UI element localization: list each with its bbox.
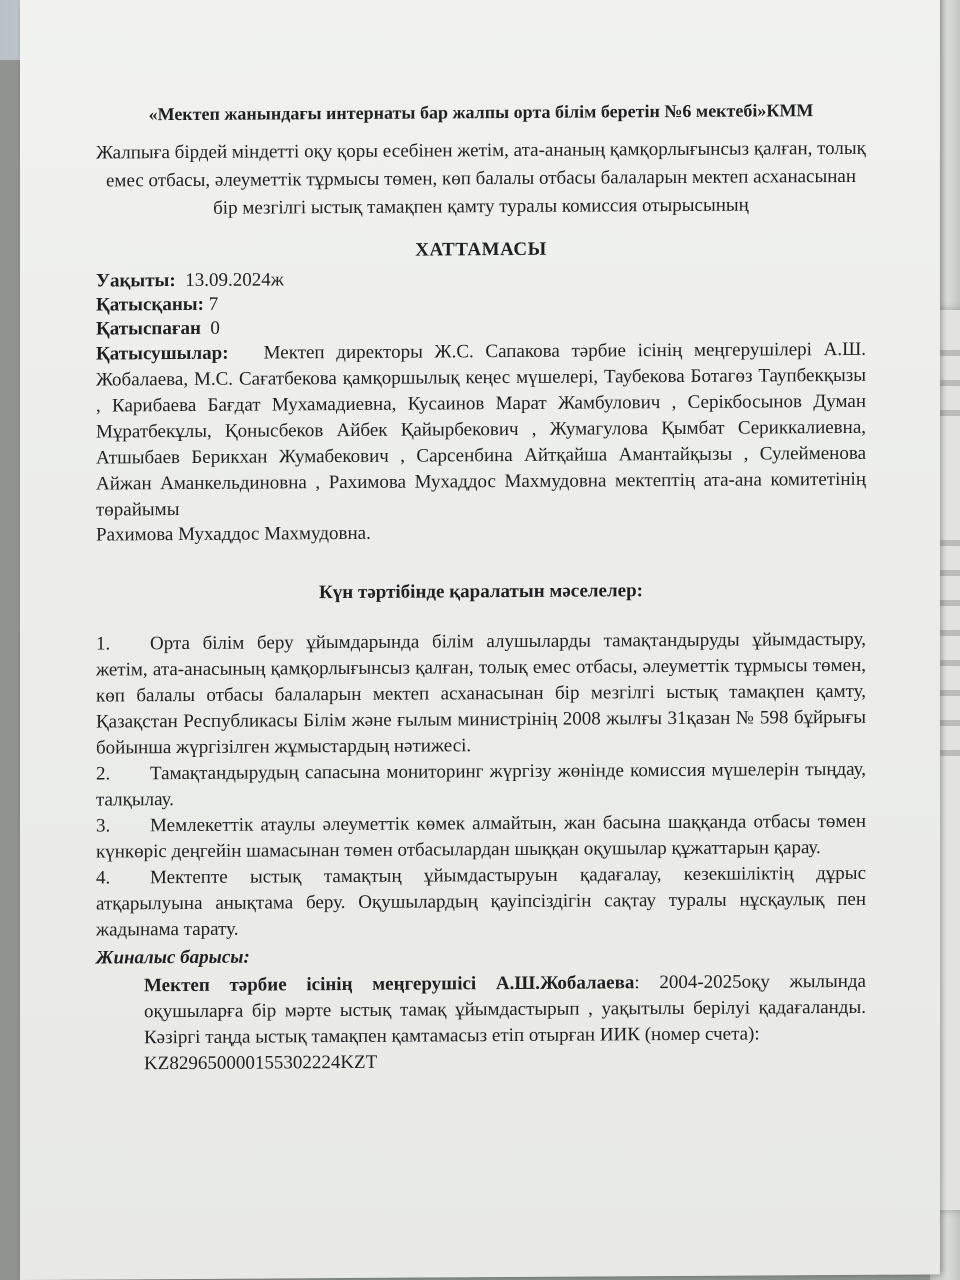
meeting-meta [96, 265, 866, 548]
agenda-list [96, 627, 866, 944]
participants [96, 337, 866, 524]
agenda-item-text: Мемлекеттік атаулы әлеуметтік көмек алмайтын, жан басына шаққанда отбасы төмен күнкөріс деңгейін шамасынан төмен отбасылардан шыққан оқушылар құжаттарын қарау. [96, 810, 866, 863]
page-title: ХАТТАМАСЫ [415, 238, 547, 261]
agenda-item-number: 1. [96, 633, 111, 655]
org-title: «Мектеп жанындағы интернаты бар жалпы орта білім беретін №6 мектебі»КММ [148, 100, 814, 125]
document-page [20, 0, 940, 1280]
document-content [96, 95, 866, 1078]
absent-value: 0 [210, 317, 220, 339]
participants-list: Мектеп директоры Ж.С. Сапакова тәрбие ісінің меңгерушілері А.Ш. Жобалаева, М.С. Сағатбекова қамқоршылық кеңес мүшелері, Таубекова Ботагөз Таупбекқызы , Карибаева Бағдат Мухамадиевна, Кусаинов Марат Жамбулович , Серікбосынов Думан Мұратбекұлы, Қонысбеков Айбек Қайырбекович , Жумагулова Қымбат Сериккалиевна, Атшыбаев Берикхан Жумабекович , Сарсенбина Айтқайша Амантайқызы , Сулейменова Айжан Аманкельдиновна , Рахимова Мухаддос Махмудовна мектептің ата-ана комитетінің төрайымы [96, 338, 866, 521]
progress-title: Жиналыс барысы: [96, 946, 250, 969]
chair-name: Рахимова Мухаддос Махмудовна. [96, 522, 371, 546]
agenda-item-number: 4. [96, 867, 111, 889]
present-label: Қатысқаны: [96, 293, 204, 316]
agenda-item-number: 2. [96, 763, 111, 785]
agenda-item [96, 809, 866, 866]
account-number: KZ829650000155302224KZT [144, 1051, 378, 1075]
agenda-item-text: Орта білім беру ұйымдарында білім алушыларды тамақтандыруды ұйымдастыру, жетім, ата-анасының қамқорлығынсыз қалған, толық емес отбасы, әлеуметтік тұрмысы төмен, көп балалы отбасы балаларын мектеп асханасынан бір мезгілгі ыстық тамақпен қамту, Қазақстан Республикасы Білім және ғылым министрінің 2008 жылғы 31қазан № 598 бұйрығы бойынша жүргізілген жұмыстардың нәтижесі. [96, 628, 866, 759]
agenda-item-text: Тамақтандырудың сапасына мониторинг жүргізу жөнінде комиссия мүшелерін тыңдау, талқылау. [96, 758, 866, 811]
meeting-subject: Жалпыға бірдей міндетті оқу қоры есебінен жетім, ата-ананың қамқорлығынсыз қалған, толық емес отбасы, әлеуметтік тұрмысы төмен, көп балалы отбасы балаларын мектеп асханасынан бір мезгілгі ыстық тамақпен қамту туралы комиссия отырысының [96, 137, 866, 219]
agenda-item [96, 757, 866, 814]
speaker-name: Мектеп тәрбие ісінің меңгерушісі А.Ш.Жобалаева [144, 972, 635, 997]
speaker-block [144, 969, 866, 1077]
present-value: 7 [208, 293, 219, 315]
agenda-item-text: Мектепте ыстық тамақтың ұйымдастыруын қадағалау, кезекшіліктің дұрыс атқарылуына анықтама беру. Оқушылардың қауіпсіздігін сақтау туралы нұсқаулық пен жадынама тарату. [96, 862, 866, 941]
speaker-text: : 2004-2025оқу жылында оқушыларға бір мәрте ыстық тамақ ұйымдастырып , уақытылы берілуі қадағаланды. Кәзіргі таңда ыстық тамақпен қамтамасыз етіп отырған ИИК (номер счета): [144, 970, 866, 1049]
agenda-item-number: 3. [96, 815, 111, 837]
agenda-item [96, 861, 866, 944]
time-value: 13.09.2024ж [185, 269, 284, 291]
absent-label: Қатыспаған [96, 317, 201, 340]
agenda-title: Күн тәртібінде қаралатын мәселелер: [319, 580, 643, 604]
time-label: Уақыты: [96, 270, 176, 292]
agenda-item [96, 627, 866, 762]
participants-label: Қатысушылар: [96, 342, 229, 365]
